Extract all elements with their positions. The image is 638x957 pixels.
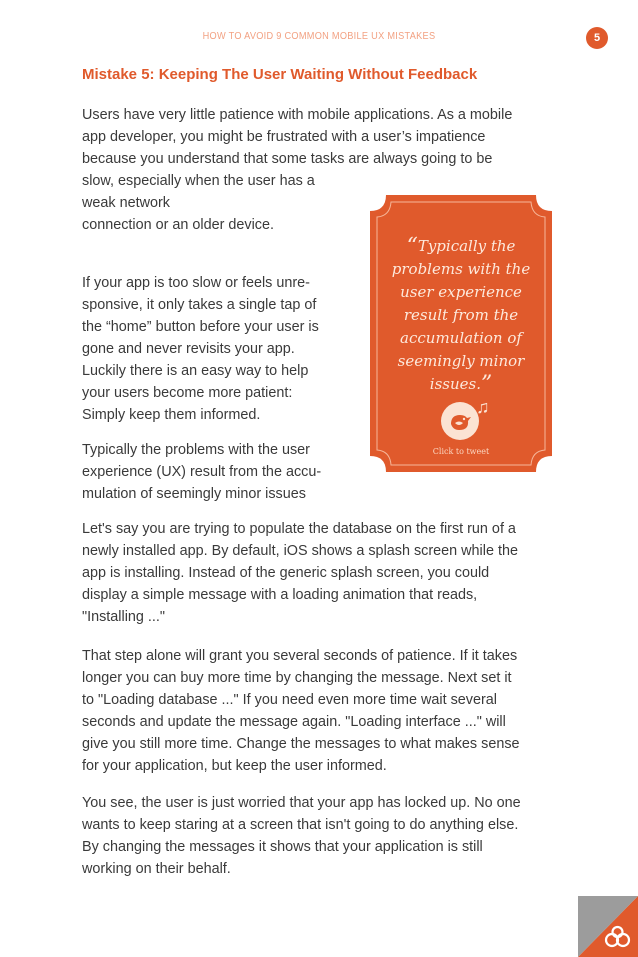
pullquote-line: result from the	[403, 306, 519, 324]
text-line: You see, the user is just worried that your app has locked up. No one	[82, 795, 521, 811]
text-line: mulation of seemingly minor issues	[82, 486, 306, 502]
paragraph-splash	[82, 518, 562, 628]
page-number-badge: 5	[586, 27, 608, 49]
text-line: the “home” button before your user is	[82, 319, 319, 335]
text-line: Luckily there is an easy way to help	[82, 363, 309, 379]
text-line: connection or an older device.	[82, 217, 274, 233]
text-line: "Installing ..."	[82, 609, 166, 625]
text-line: for your application, but keep the user informed.	[82, 758, 387, 774]
paragraph-conclusion	[82, 792, 562, 880]
pullquote-line: Typically the	[417, 237, 516, 255]
text-line: Simply keep them informed.	[82, 407, 261, 423]
text-line: newly installed app. By default, iOS shows a splash screen while the	[82, 543, 518, 559]
text-line: Let's say you are trying to populate the database on the first run of a	[82, 521, 516, 537]
section-title: Mistake 5: Keeping The User Waiting Without Feedback	[82, 66, 478, 83]
bird-icon[interactable]	[441, 402, 479, 440]
text-line: gone and never revisits your app.	[82, 341, 295, 357]
text-line: slow, especially when the user has a	[82, 173, 315, 189]
text-line: If your app is too slow or feels unre-	[82, 275, 310, 291]
pullquote-box[interactable]	[370, 195, 552, 472]
open-quote-mark: “	[406, 234, 418, 259]
paragraph-slow-app	[82, 272, 350, 426]
pullquote-line: seemingly minor	[397, 352, 525, 370]
text-line: working on their behalf.	[82, 861, 231, 877]
text-line: display a simple message with a loading animation that reads,	[82, 587, 478, 603]
text-line: app developer, you might be frustrated with a user’s impatience	[82, 129, 486, 145]
pullquote-line: problems with the	[391, 260, 531, 278]
text-line: Users have very little patience with mobile applications. As a mobile	[82, 107, 513, 123]
text-line: to "Loading database ..." If you need even more time wait several	[82, 692, 497, 708]
paragraph-ux-issues	[82, 439, 350, 505]
text-line: sponsive, it only takes a single tap of	[82, 297, 317, 313]
text-line: app is installing. Instead of the generic splash screen, you could	[82, 565, 490, 581]
text-line: seconds and update the message again. "Loading interface ..." will	[82, 714, 506, 730]
text-line: Typically the problems with the user	[82, 442, 310, 458]
click-to-tweet-link[interactable]: Click to tweet	[432, 447, 490, 456]
text-line: weak network	[82, 195, 170, 211]
text-line: give you still more time. Change the messages to what makes sense	[82, 736, 520, 752]
pullquote-line: issues.	[429, 375, 481, 393]
pullquote-line: user experience	[400, 283, 522, 301]
text-line: That step alone will grant you several seconds of patience. If it takes	[82, 648, 518, 664]
pullquote-line: accumulation of	[400, 329, 522, 347]
running-header: HOW TO AVOID 9 COMMON MOBILE UX MISTAKES	[202, 31, 436, 42]
close-quote-mark: ”	[480, 372, 493, 397]
pullquote-text	[382, 235, 540, 396]
text-line: experience (UX) result from the accu-	[82, 464, 322, 480]
corner-logo	[578, 896, 638, 957]
text-line: your users become more patient:	[82, 385, 293, 401]
text-line: By changing the messages it shows that your application is still	[82, 839, 483, 855]
paragraph-messages	[82, 645, 562, 777]
music-note-icon: ♫	[476, 397, 490, 417]
text-line: wants to keep staring at a screen that isn't going to do anything else.	[82, 817, 519, 833]
text-line: because you understand that some tasks are always going to be	[82, 151, 493, 167]
text-line: longer you can buy more time by changing the message. Next set it	[82, 670, 512, 686]
